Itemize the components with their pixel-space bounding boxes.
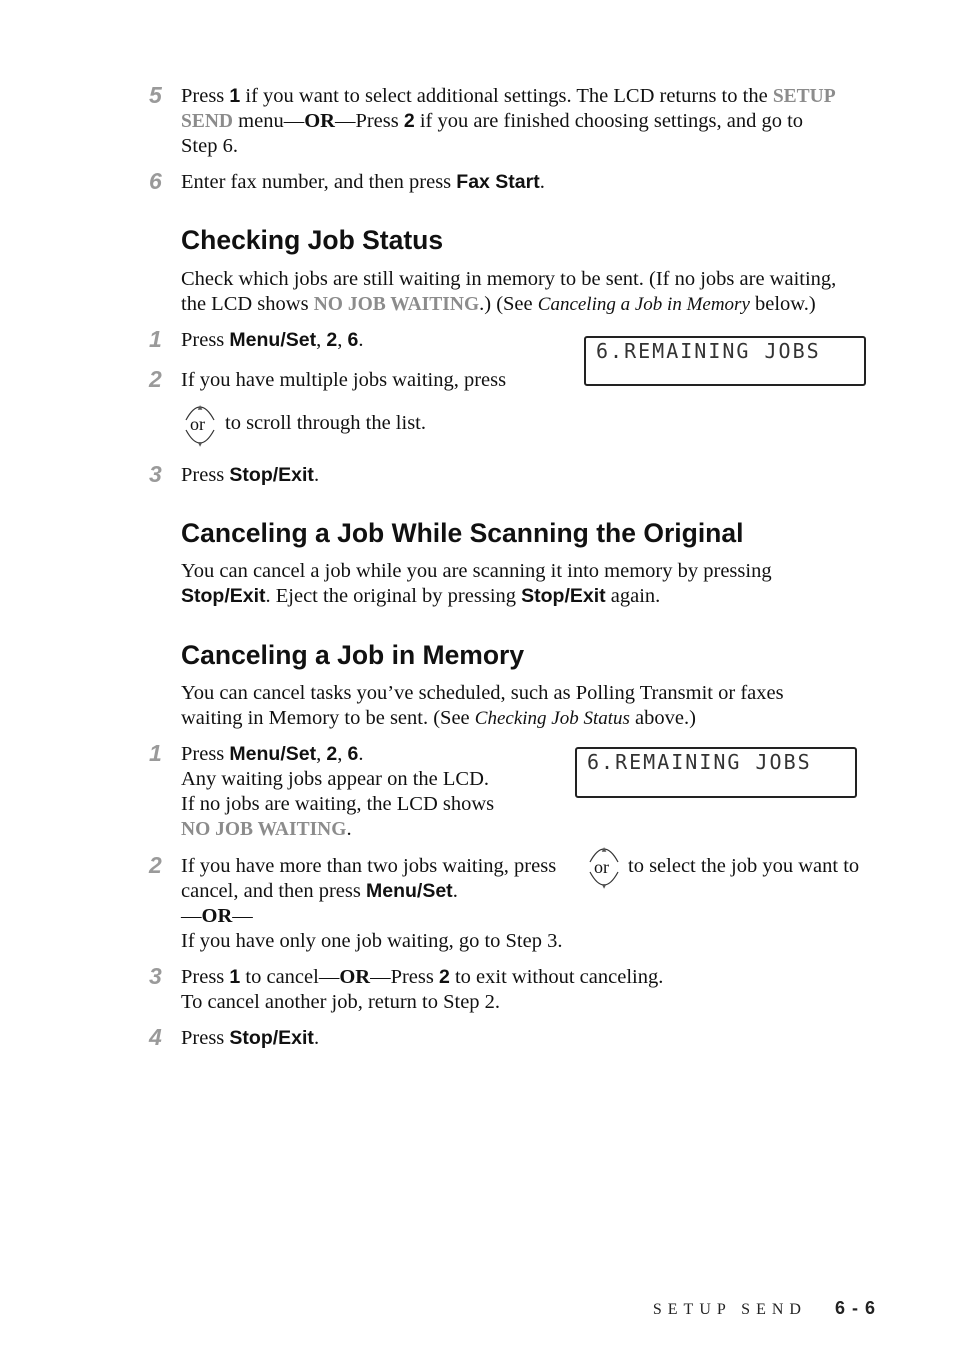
lcd-display-remaining-jobs bbox=[584, 336, 866, 386]
memory-step-2-line-1-a: If you have more than two jobs waiting, press bbox=[181, 855, 557, 877]
lcd-display-remaining-jobs-2 bbox=[575, 747, 857, 798]
page-footer bbox=[653, 1298, 876, 1319]
memory-step-4-text: Press Stop/Exit. bbox=[181, 1027, 320, 1049]
page-number: 6 - 6 bbox=[834, 1298, 876, 1318]
checking-step-number-1: 1 bbox=[149, 326, 162, 352]
checking-para-line-2: the LCD shows NO JOB WAITING.) (See Canceling a Job in Memory below.) bbox=[181, 293, 816, 315]
memory-step-3-line-1: Press 1 to cancel—OR—Press 2 to exit without canceling. bbox=[181, 966, 664, 988]
or-label: or bbox=[594, 857, 609, 877]
memory-step-number-2: 2 bbox=[149, 852, 162, 878]
scanning-para-line-2: Stop/Exit. Eject the original by pressing Stop/Exit again. bbox=[181, 585, 661, 607]
step-5-line-2: SEND menu—OR—Press 2 if you are finished choosing settings, and go to bbox=[181, 110, 804, 132]
memory-step-2-line-1-b: to select the job you want to bbox=[628, 855, 860, 877]
checking-step-number-3: 3 bbox=[149, 461, 162, 487]
checking-step-2-line-1: If you have multiple jobs waiting, press bbox=[181, 369, 507, 391]
memory-step-1-line-2: Any waiting jobs appear on the LCD. bbox=[181, 768, 490, 790]
checking-step-3-text: Press Stop/Exit. bbox=[181, 464, 320, 486]
memory-step-number-4: 4 bbox=[149, 1024, 162, 1050]
lcd-text: 6.REMAINING JOBS bbox=[596, 339, 821, 363]
memory-step-1-line-1: Press Menu/Set, 2, 6. bbox=[181, 743, 364, 765]
memory-step-1-line-3: If no jobs are waiting, the LCD shows bbox=[181, 793, 495, 815]
step-5-line-3: Step 6. bbox=[181, 135, 238, 157]
memory-step-1-line-4: NO JOB WAITING. bbox=[181, 818, 352, 840]
memory-para-line-2: waiting in Memory to be sent. (See Checking Job Status above.) bbox=[181, 707, 696, 729]
checking-step-2-line-2: to scroll through the list. bbox=[225, 412, 426, 434]
step-number-6: 6 bbox=[149, 168, 162, 194]
svg-text:▲: ▲ bbox=[197, 404, 203, 411]
step-5-line-1: Press 1 if you want to select additional settings. The LCD returns to the SETUP bbox=[181, 85, 836, 107]
heading-canceling-while-scanning: Canceling a Job While Scanning the Original bbox=[181, 518, 744, 548]
memory-step-2-or-line: —OR— bbox=[181, 905, 253, 927]
memory-step-number-3: 3 bbox=[149, 963, 162, 989]
scanning-para-line-1: You can cancel a job while you are scanning it into memory by pressing bbox=[181, 560, 772, 582]
step-6-text: Enter fax number, and then press Fax Start. bbox=[181, 171, 545, 193]
memory-step-number-1: 1 bbox=[149, 740, 162, 766]
svg-text:▼: ▼ bbox=[601, 883, 607, 890]
checking-step-number-2: 2 bbox=[149, 366, 162, 392]
checking-step-1-text: Press Menu/Set, 2, 6. bbox=[181, 329, 364, 351]
memory-step-2-line-4: If you have only one job waiting, go to Step 3. bbox=[181, 930, 563, 952]
memory-para-line-1: You can cancel tasks you’ve scheduled, such as Polling Transmit or faxes bbox=[181, 682, 784, 704]
checking-para-line-1: Check which jobs are still waiting in memory to be sent. (If no jobs are waiting, bbox=[181, 268, 837, 290]
or-label: or bbox=[190, 414, 205, 434]
memory-step-2-line-2: cancel, and then press Menu/Set. bbox=[181, 880, 458, 902]
footer-section-title: SETUP SEND bbox=[652, 1301, 807, 1318]
memory-step-3-line-2: To cancel another job, return to Step 2. bbox=[181, 991, 501, 1013]
step-number-5: 5 bbox=[149, 82, 162, 108]
svg-text:▲: ▲ bbox=[601, 846, 607, 853]
heading-checking-job-status: Checking Job Status bbox=[181, 225, 444, 255]
heading-canceling-in-memory: Canceling a Job in Memory bbox=[181, 640, 525, 670]
lcd-text: 6.REMAINING JOBS bbox=[587, 750, 812, 774]
svg-text:▼: ▼ bbox=[197, 441, 203, 448]
